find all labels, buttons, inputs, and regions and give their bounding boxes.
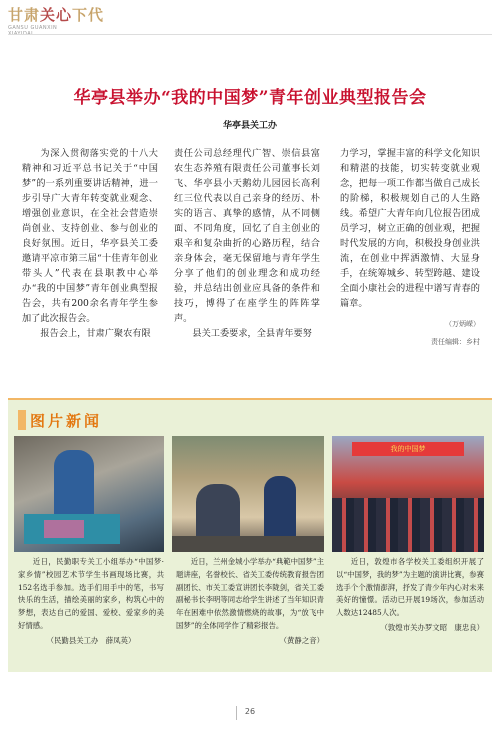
photo-speaker: [196, 484, 240, 544]
photo-banner: 我的中国梦: [352, 442, 464, 456]
logo-subtitle: GANSU GUANXIN XIAYIDAI: [8, 25, 58, 37]
photo-audience: [332, 498, 484, 552]
caption-text: 近日，敦煌市各学校关工委组织开展了以“中国梦，我的梦”为主题的演讲比赛，参赛选手个个激情澎湃，抒发了青少年内心对未来美好的憧憬。活动已开展19场次，参加活动人数达12485人次。: [336, 557, 484, 618]
article-column-3: [340, 146, 480, 350]
article-byline: 华亭县关工办: [222, 121, 277, 131]
magazine-logo: 甘肃关心下代: [8, 6, 105, 24]
photo-lecture: [172, 436, 324, 552]
responsible-editor: 责任编辑：乡村: [431, 338, 480, 346]
article-author: （万炳嵘）: [445, 320, 480, 328]
photo-news-section: [8, 398, 492, 672]
magazine-header: [8, 4, 105, 37]
caption-text: 近日，民勤职专关工小组举办“中国梦·家乡情”校园艺术节学生书画现场比赛，共152名选手参加。选手们用手中的笔，书写快乐的生活，描绘美丽的家乡，构筑心中的梦想，表达自己的爱国、爱校、爱家乡的美好情感。: [18, 557, 164, 630]
photo-speech-contest: [332, 436, 484, 552]
paragraph: 为深入贯彻落实党的十八大精神和习近平总书记关于“中国梦”的一系列重要讲话精神，进一步引导广大青年转变就业观念、增强创业意识，在全社会营造崇尚创业、支持创业、参与创业的良好氛围。近日，华亭县关工委邀请平凉市第三届“十佳青年创业带头人”代表在县职教中心举办“我的中国梦”青年创业典型报告会，共有200余名青年学生参加了此次报告会。: [22, 148, 158, 324]
photo-caption-2: [176, 556, 324, 648]
paragraph: 责任公司总经理代广智、崇信县富农生态养殖有限责任公司董事长刘飞、华亭县小天鹅幼儿园园长高利红三位代表以自己亲身的经历、朴实的语言、真挚的感情，从不同侧面、不同角度，回忆了自主创业的艰辛和复杂曲折的心路历程，结合亲身体会，毫无保留地与青年学生分享了他们的创业理念和成功经验，并总结出创业应具备的条件和技巧，博得了在座学生的阵阵掌声。: [174, 148, 320, 324]
section-title: 图片新闻: [30, 412, 103, 430]
article-column-1: [22, 146, 158, 341]
photo-artwork: [44, 520, 84, 538]
paragraph: 报告会上，甘肃广聚农有限: [40, 328, 151, 339]
section-marker: [18, 410, 26, 430]
caption-text: 近日，兰州金城小学举办“典範中国梦”主题讲座，名誉校长、省关工委传统教育报告团副团长、市关工委宣讲团长李陇剑，省关工委副秘书长李明等同志给学生讲述了当年知识青年在困难中依然激情燃烧的故事，为“放飞中国梦”的全体同学作了精彩报告。: [176, 557, 324, 630]
article-column-2: [174, 146, 320, 341]
paragraph: 县关工委要求，全县青年要努: [192, 328, 312, 339]
article-title: 华亭县举办“我的中国梦”青年创业典型报告会: [73, 88, 427, 108]
photo-art-festival: [14, 436, 164, 552]
photo-caption-3: [336, 556, 484, 635]
caption-source: （黄静之音）: [279, 635, 324, 645]
photo-caption-1: [18, 556, 164, 648]
page-number: 26: [244, 707, 256, 716]
photo-desk: [172, 536, 324, 552]
caption-source: （民勤县关工办 薛凤英）: [46, 635, 136, 645]
header-divider: [8, 34, 492, 35]
caption-source: （敦煌市关办罗文昭 康忠良）: [380, 622, 484, 632]
paragraph: 力学习，掌握丰富的科学文化知识和精湛的技能，切实转变就业观念，把每一项工作都当做自己成长的阶梯，积极规划自己的人生路线。希望广大青年向几位报告团成员学习，树立正确的创业观，把握时代发展的方向，积极投身创业洪流，在创业中挥洒激情、大显身手，在统筹城乡、转型跨越、建设全面小康社会的进程中谱写青春的篇章。: [340, 148, 480, 309]
